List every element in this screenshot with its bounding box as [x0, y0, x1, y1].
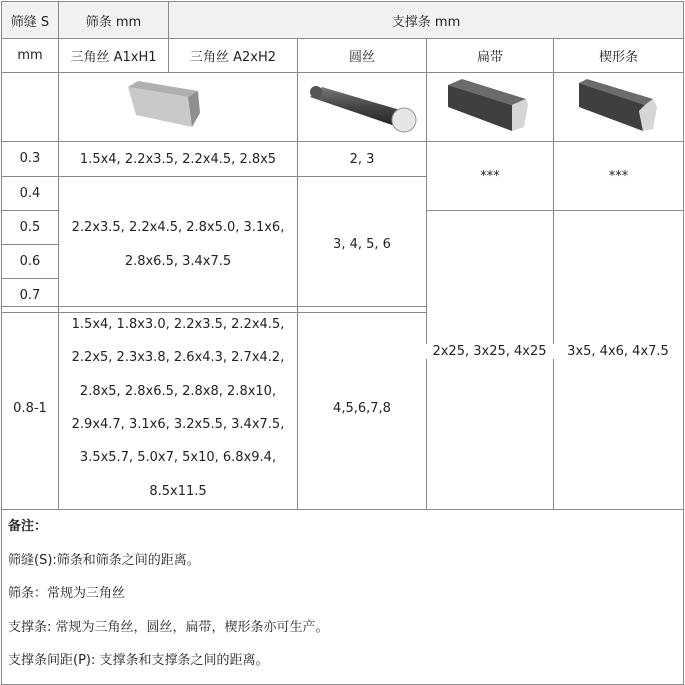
wedge-bottom: [554, 211, 684, 313]
screen-bar-0-3: 1.5x4, 2.2x3.5, 2.2x4.5, 2.8x5: [59, 142, 298, 177]
wedge-top: ***: [554, 142, 684, 211]
screen-bar-mid-line: 2.2x3.5, 2.2x4.5, 2.8x5.0, 3.1x6,: [71, 220, 285, 236]
screen-bar-last: [59, 307, 298, 510]
screen-bar-header: 筛条 mm: [59, 2, 169, 39]
screen-bar-last-line: 2.2x5, 2.3x3.8, 2.6x4.3, 2.7x4.2,: [71, 350, 285, 366]
gap-0-7: 0.7: [2, 279, 59, 313]
col-flat-band: 扁带: [427, 39, 554, 73]
notes-panel: [2, 510, 684, 685]
spec-table: [1, 1, 684, 313]
col-round-wire: 圆丝: [298, 39, 427, 73]
flat-band-bottom: [427, 211, 554, 313]
notes-title: 备注：: [8, 519, 48, 534]
col-triangle-a2: 三角丝 A2xH2: [169, 39, 298, 73]
wedge-bar-image: [554, 73, 684, 142]
flat-band-top: ***: [427, 142, 554, 211]
note-line: 筛缝(S):筛条和筛条之间的距离。: [8, 552, 200, 568]
screen-bar-last-line: 1.5x4, 1.8x3.0, 2.2x3.5, 2.2x4.5,: [71, 317, 285, 333]
round-wire-mid: 3, 4, 5, 6: [298, 177, 427, 313]
col-triangle-a1: 三角丝 A1xH1: [59, 39, 169, 73]
note-line: 支撑条: 常规为三角丝，圆丝，扁带，楔形条亦可生产。: [8, 619, 329, 635]
wedge-continued: [554, 307, 684, 510]
wedge-bar-profile-icon: [569, 77, 669, 137]
triangle-wire-image: [59, 73, 298, 142]
col-wedge-bar: 楔形条: [554, 39, 684, 73]
flat-band-profile-icon: [440, 77, 540, 137]
flat-band-image: [427, 73, 554, 142]
round-wire-last: 4,5,6,7,8: [298, 307, 427, 510]
round-wire-profile-icon: [302, 77, 422, 137]
gap-0-6: 0.6: [2, 245, 59, 279]
gap-0-5: 0.5: [2, 211, 59, 245]
flat-band-bottom-overlay: 2x25, 3x25, 4x25: [426, 344, 553, 359]
wedge-bottom-overlay: 3x5, 4x6, 4x7.5: [553, 344, 683, 359]
gap-0-8-1: 0.8-1: [2, 307, 59, 510]
triangle-wire-profile-icon: [118, 77, 238, 137]
note-line: 支撑条间距(P): 支撑条和支撑条之间的距离。: [8, 653, 269, 668]
flat-band-continued: [427, 307, 554, 510]
gap-0-3: 0.3: [2, 142, 59, 177]
support-bar-header: 支撑条 mm: [169, 2, 684, 39]
spec-table-lower: [1, 306, 684, 685]
screen-bar-last-line: 8.5x11.5: [149, 483, 207, 499]
screen-bar-last-line: 3.5x5.7, 5.0x7, 5x10, 6.8x9.4,: [79, 450, 277, 466]
screen-bar-mid: [59, 177, 298, 313]
note-line: 筛条：常规为三角丝: [8, 586, 126, 601]
screen-bar-mid-line: 2.8x6.5, 3.4x7.5: [124, 253, 232, 269]
round-wire-image: [298, 73, 427, 142]
empty-image-cell: [2, 73, 59, 142]
gap-unit: mm: [2, 39, 59, 73]
screen-bar-last-line: 2.9x4.7, 3.1x6, 3.2x5.5, 3.4x7.5,: [71, 417, 285, 432]
screen-bar-last-line: 2.8x5, 2.8x6.5, 2.8x8, 2.8x10,: [79, 383, 277, 399]
gap-0-4: 0.4: [2, 177, 59, 211]
round-wire-0-3: 2, 3: [298, 142, 427, 177]
gap-header: 筛缝 S: [2, 2, 59, 39]
